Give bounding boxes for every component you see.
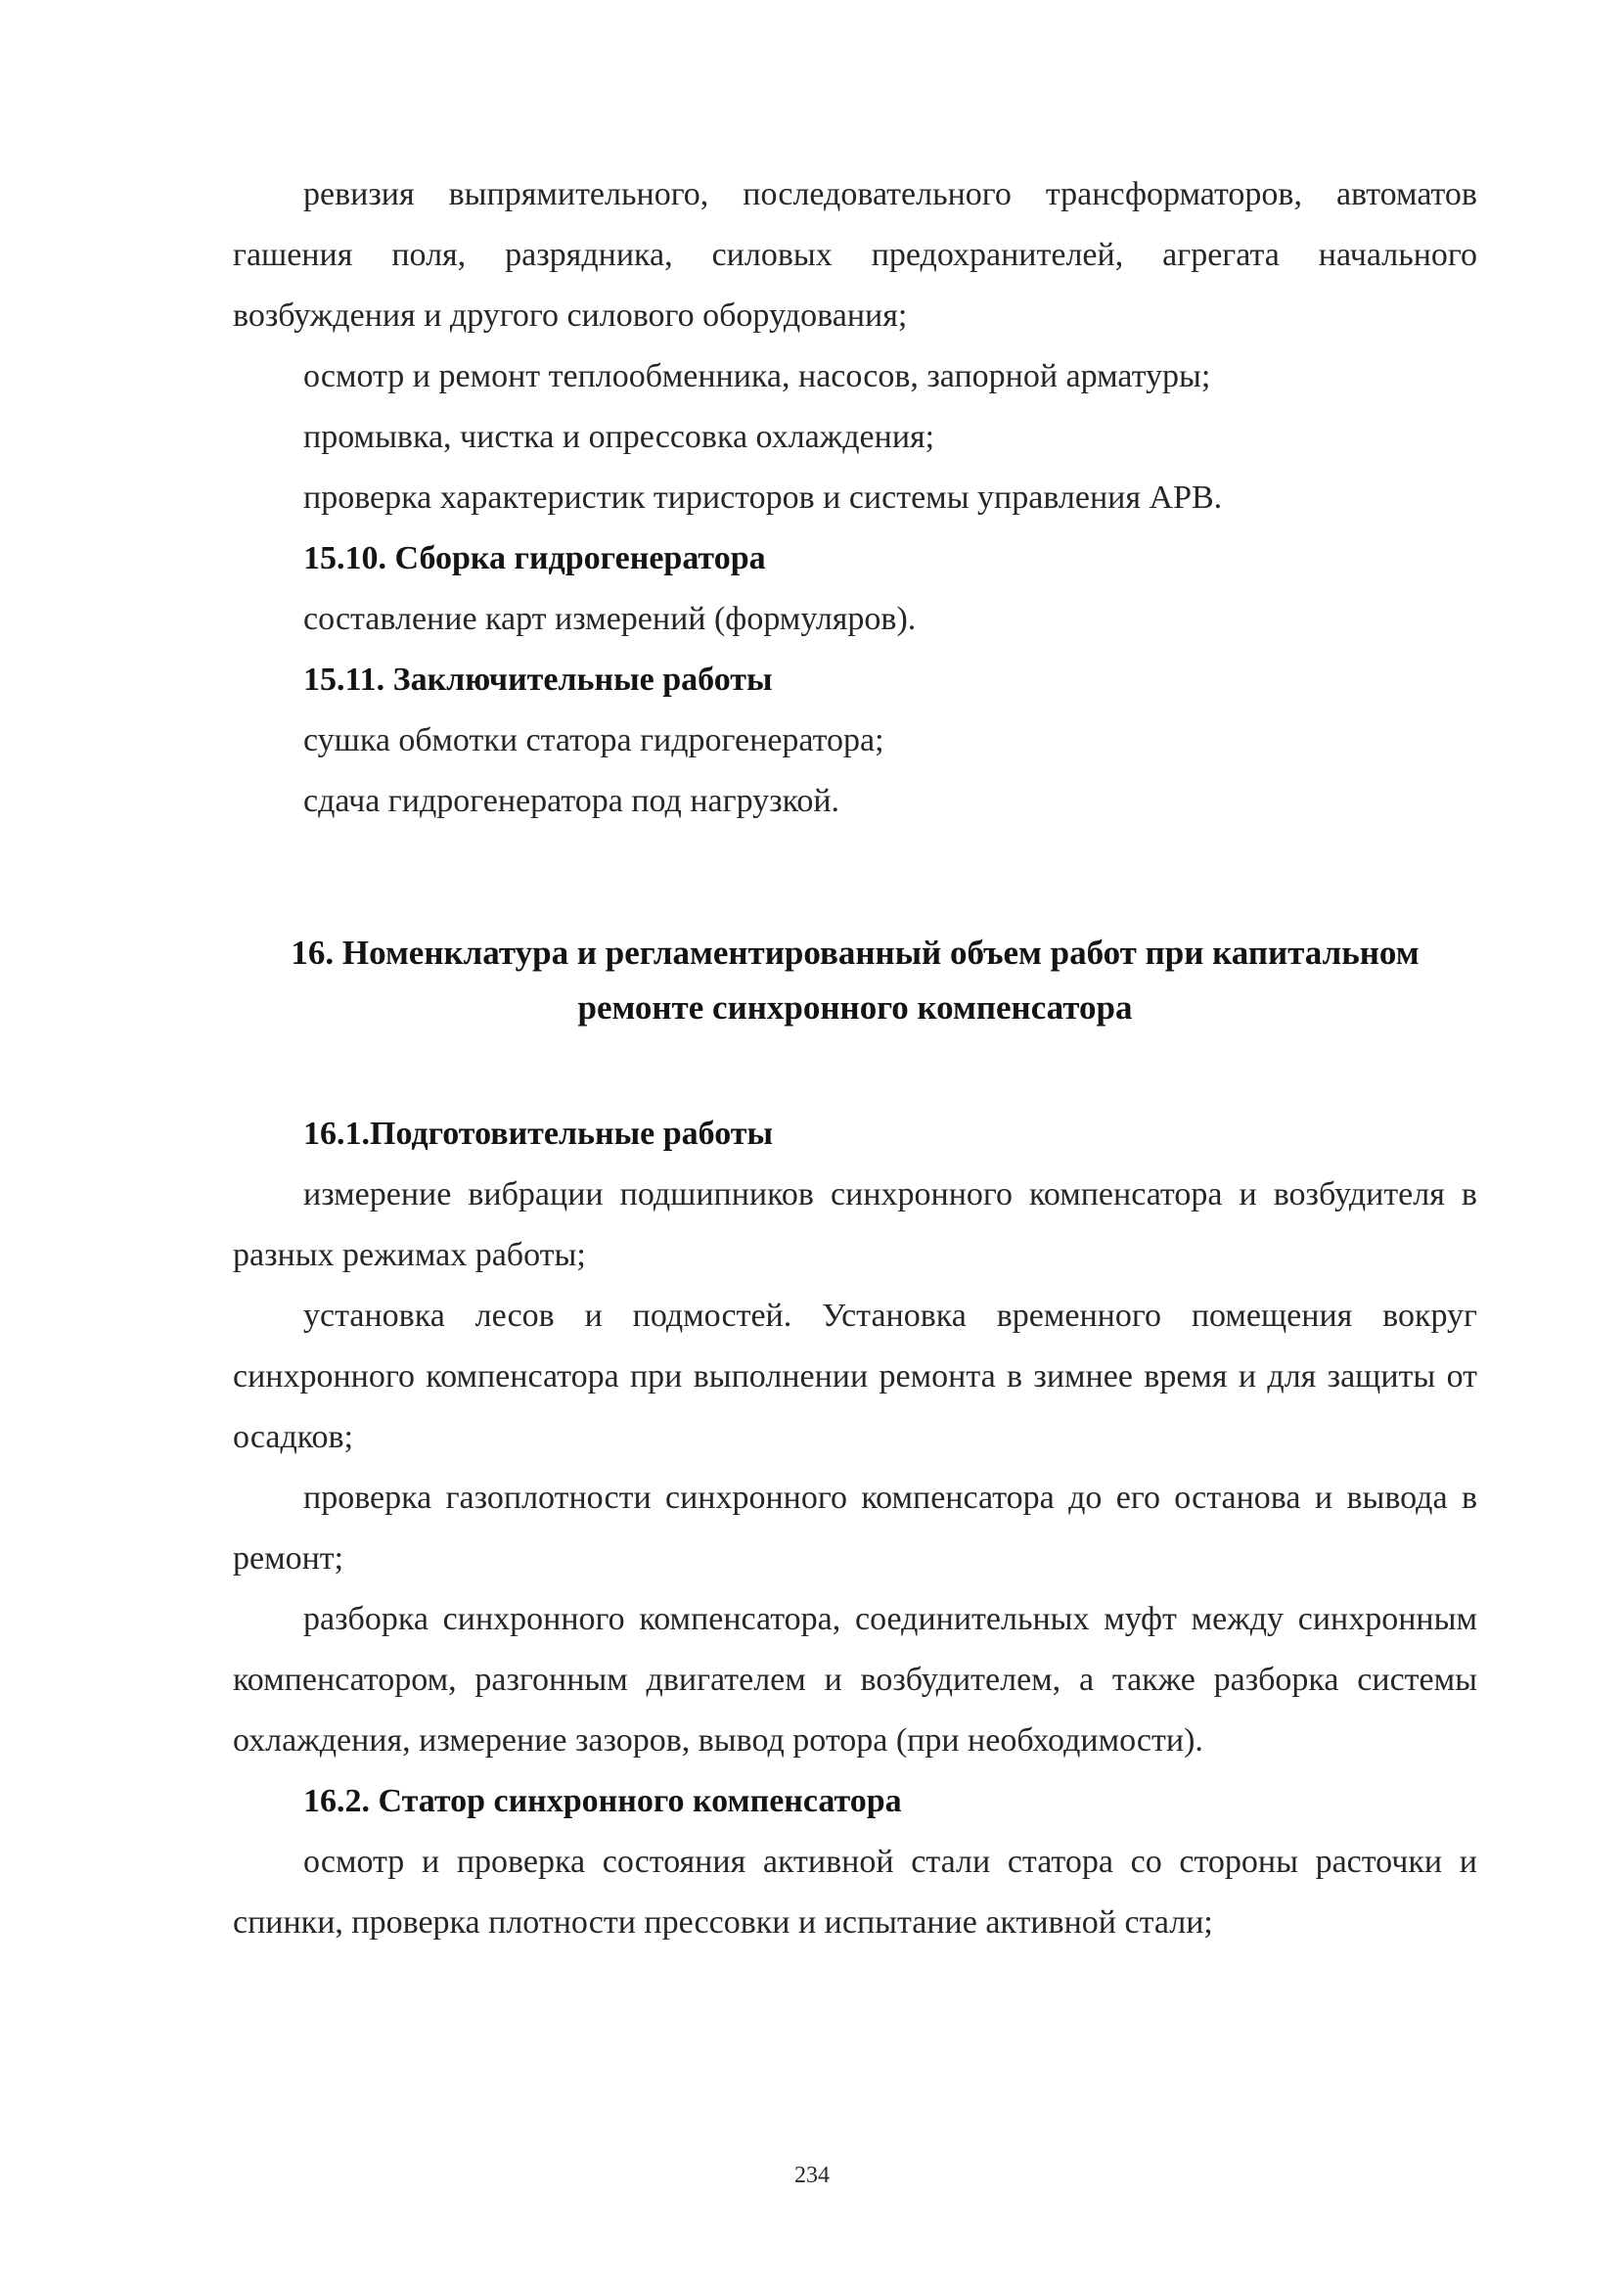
section-title-16: 16. Номенклатура и регламентированный объем работ при капитальном ремонте синхронного компенсатора xyxy=(291,934,1420,1027)
heading-16-2: 16.2. Статор синхронного компенсатора xyxy=(303,1783,902,1819)
paragraph-stator-inspection: осмотр и проверка состояния активной стали статора со стороны расточки и спинки, проверка плотности прессовки и испытание активной стали; xyxy=(233,1844,1477,1941)
paragraph-vibration: измерение вибрации подшипников синхронного компенсатора и возбудителя в разных режимах работы; xyxy=(233,1176,1477,1273)
heading-16-1: 16.1.Подготовительные работы xyxy=(303,1116,774,1152)
paragraph-gas-tightness: проверка газоплотности синхронного компенсатора до его останова и вывода в ремонт; xyxy=(233,1480,1477,1577)
paragraph-measurement-cards: составление карт измерений (формуляров). xyxy=(303,601,917,637)
paragraph-stator-drying: сушка обмотки статора гидрогенератора; xyxy=(303,722,884,758)
paragraph-heat-exchanger: осмотр и ремонт теплообменника, насосов, запорной арматуры; xyxy=(303,358,1211,394)
page-content xyxy=(233,164,1477,1953)
paragraph-flushing: промывка, чистка и опрессовка охлаждения; xyxy=(303,419,935,455)
heading-15-10: 15.10. Сборка гидрогенератора xyxy=(303,540,766,576)
paragraph-load-handover: сдача гидрогенератора под нагрузкой. xyxy=(303,783,840,819)
heading-15-11: 15.11. Заключительные работы xyxy=(303,662,773,698)
paragraph-thyristors: проверка характеристик тиристоров и системы управления АРВ. xyxy=(303,480,1223,516)
paragraph-disassembly: разборка синхронного компенсатора, соединительных муфт между синхронным компенсатором, разгонным двигателем и возбудителем, а также разборка системы охлаждения, измерение зазоров, вывод ротора (при необходимости). xyxy=(233,1601,1477,1759)
paragraph-scaffolding: установка лесов и подмостей. Установка временного помещения вокруг синхронного компенсатора при выполнении ремонта в зимнее время и для защиты от осадков; xyxy=(233,1298,1477,1455)
paragraph-revision: ревизия выпрямительного, последовательного трансформаторов, автоматов гашения поля, разрядника, силовых предохранителей, агрегата начального возбуждения и другого силового оборудования; xyxy=(233,176,1477,334)
page-number: 234 xyxy=(794,2163,830,2188)
